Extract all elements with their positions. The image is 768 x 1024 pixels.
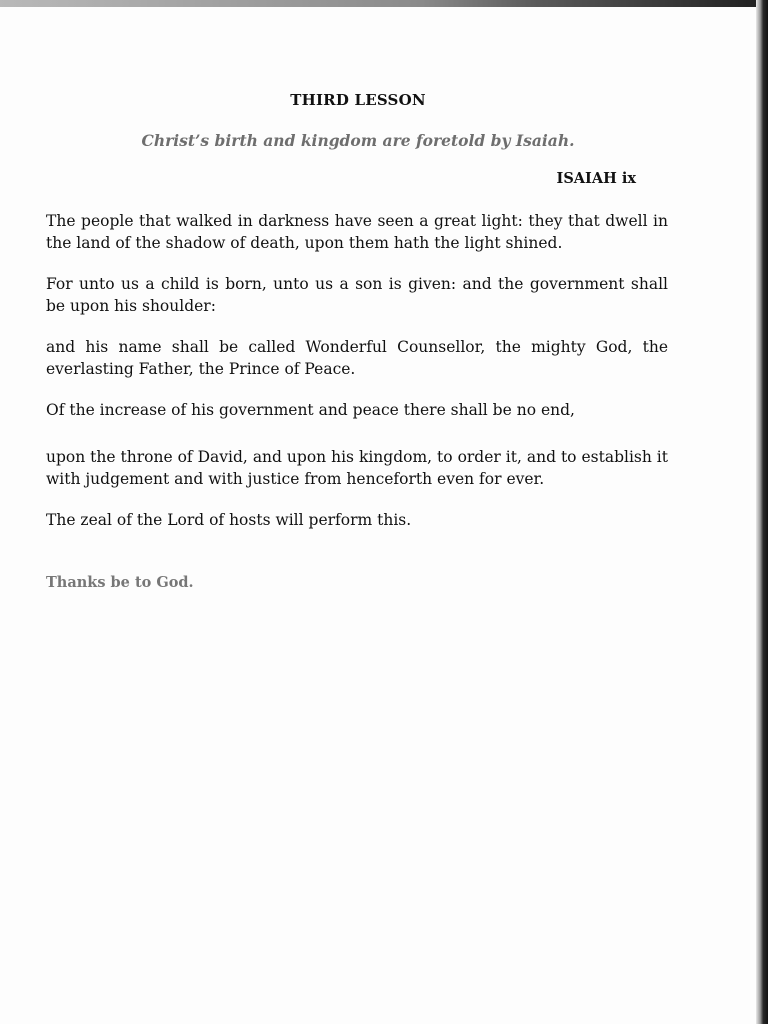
lesson-subtitle: Christ’s birth and kingdom are foretold by Isaiah. bbox=[141, 131, 575, 150]
paragraph: and his name shall be called Wonderful Counsellor, the mighty God, the everlasting Father, the Prince of Peace. bbox=[46, 338, 668, 378]
paragraph: For unto us a child is born, unto us a son is given: and the government shall be upon his shoulder: bbox=[46, 275, 668, 315]
paragraph: Of the increase of his government and peace there shall be no end, bbox=[46, 401, 575, 419]
scan-edge-right bbox=[756, 0, 768, 1024]
paragraph: upon the throne of David, and upon his kingdom, to order it, and to establish it with judgement and with justice from henceforth even for ever. bbox=[46, 448, 668, 488]
response-text: Thanks be to God. bbox=[46, 574, 194, 591]
paragraph: The zeal of the Lord of hosts will perform this. bbox=[46, 511, 412, 529]
document-page bbox=[0, 7, 756, 1024]
lesson-title: THIRD LESSON bbox=[290, 91, 426, 109]
paragraph: The people that walked in darkness have seen a great light: they that dwell in the land of the shadow of death, upon them hath the light shined. bbox=[46, 212, 668, 252]
lesson-text bbox=[46, 210, 668, 550]
scan-edge-top bbox=[0, 0, 768, 7]
scripture-reference: ISAIAH ix bbox=[556, 170, 636, 187]
